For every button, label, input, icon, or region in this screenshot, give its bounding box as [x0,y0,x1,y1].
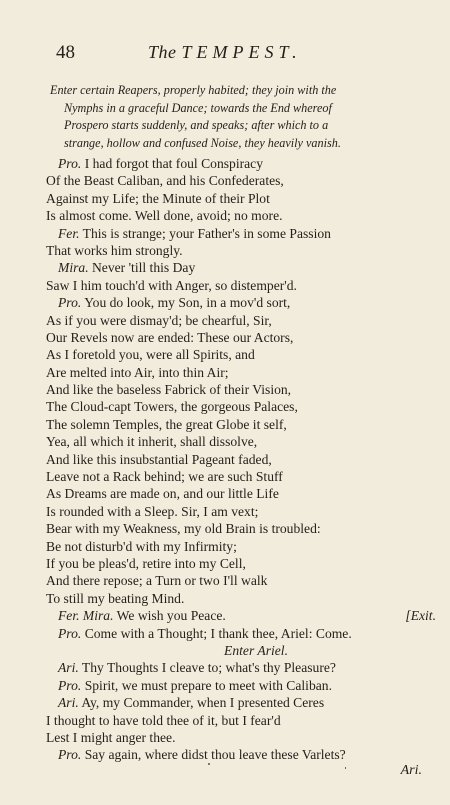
verse-line [46,555,436,572]
catchword: Ari. [400,763,422,778]
line-text: Spirit, we must prepare to meet with Caliban. [81,677,332,693]
line-text: That works him strongly. [46,242,183,258]
verse-line [46,729,436,746]
line-text: The solemn Temples, the great Globe it self, [46,416,287,432]
verse-line [46,433,436,450]
verse-line [46,277,436,294]
verse-line [46,607,436,624]
verse-line [46,503,436,520]
verse-line [46,590,436,607]
line-text: Never 'till this Day [88,260,196,276]
verse-line [46,225,436,242]
line-text: Yea, all which it inherit, shall dissolve, [46,434,258,450]
verse-line [46,625,436,642]
exit-direction: [Exit. [405,608,436,624]
line-text: Be not disturb'd with my Infirmity; [46,538,237,554]
line-text: Is rounded with a Sleep. Sir, I am vext; [46,503,259,519]
line-text: Leave not a Rack behind; we are such Stuff [46,469,283,485]
verse-line [46,642,436,659]
verse-line [46,659,436,676]
speaker-name: Ari. [58,695,79,711]
stage-direction [50,82,435,152]
line-text: The Cloud-capt Towers, the gorgeous Palaces, [46,399,298,415]
line-text: You do look, my Son, in a mov'd sort, [81,295,291,311]
ink-speck [208,763,210,765]
line-text: Bear with my Weakness, my old Brain is troubled: [46,521,321,537]
verse-line [46,468,436,485]
verse-line [46,451,436,468]
speaker-name: Ari. [58,660,79,676]
line-text: Ay, my Commander, when I presented Ceres [78,695,325,711]
stage-direction-line: Prospero starts suddenly, and speaks; after which to a [64,118,329,133]
line-text: I had forgot that foul Conspiracy [81,156,264,171]
verse-line [46,485,436,502]
verse-line [46,294,436,311]
speaker-name: Mira. [58,260,89,276]
verse-line [46,329,436,346]
running-title-tempest: TEMPEST. [181,42,302,62]
verse-line [46,694,436,711]
speaker-name: Pro. [58,625,82,641]
stage-direction-line: strange, hollow and confused Noise, they heavily vanish. [64,135,341,150]
line-text: Against my Life; the Minute of their Plot [46,190,270,206]
line-text: And there repose; a Turn or two I'll walk [46,573,268,589]
line-text: Is almost come. Well done, avoid; no more. [46,208,283,224]
line-text: Are melted into Air, into thin Air; [46,364,229,380]
verse-line [46,520,436,537]
verse-line [46,172,436,189]
line-text: And like this insubstantial Pageant faded, [46,451,272,467]
verse-line [46,242,436,259]
stage-direction-line: Nymphs in a graceful Dance; towards the End whereof [64,100,332,115]
speaker-name: Pro. [58,677,82,693]
speaker-name: Pro. [58,156,82,171]
line-text: Lest I might anger thee. [46,729,176,745]
speaker-name: Pro. [58,295,82,311]
verse-line [46,259,436,276]
line-text: This is strange; your Father's in some Passion [79,225,331,241]
line-text: We wish you Peace. [113,608,226,624]
running-header [48,42,410,64]
verse-line [46,572,436,589]
line-text: Our Revels now are ended: These our Actors, [46,329,294,345]
line-text: If you be pleas'd, retire into my Cell, [46,555,246,571]
running-title [148,42,302,63]
verse-line [46,398,436,415]
line-text: And like the baseless Fabrick of their Vision, [46,382,292,398]
verse-line [46,190,436,207]
verse-line [46,312,436,329]
line-text: To still my beating Mind. [46,590,185,606]
verse-line [46,712,436,729]
verse-line [46,416,436,433]
line-text: I thought to have told thee of it, but I fear'd [46,712,281,728]
line-text: As Dreams are made on, and our little Life [46,486,279,502]
line-text: Saw I him touch'd with Anger, so distemper'd. [46,277,297,293]
speaker-name: Fer. Mira. [58,608,114,624]
speaker-name: Pro. [58,747,82,763]
verse-line [46,364,436,381]
verse-line [46,346,436,363]
verse-line [46,538,436,555]
stage-direction: Enter Ariel. [224,642,288,658]
running-title-the: The [148,42,177,62]
line-text: Of the Beast Caliban, and his Confederates, [46,173,284,189]
verse-line [46,746,436,763]
ink-speck [345,767,346,769]
verse-line [46,155,436,172]
line-text: Say again, where didst thou leave these Varlets? [81,747,346,763]
line-text: As if you were dismay'd; be chearful, Sir, [46,312,272,328]
verse-line [46,207,436,224]
verse-line [46,677,436,694]
line-text: As I foretold you, were all Spirits, and [46,347,255,363]
line-text: Thy Thoughts I cleave to; what's thy Pleasure? [78,660,336,676]
verse-text [46,155,436,764]
verse-line [46,381,436,398]
line-text: Come with a Thought; I thank thee, Ariel: Come. [81,625,352,641]
page-number: 48 [56,42,75,63]
stage-direction-line: Enter certain Reapers, properly habited; they join with the [50,83,337,97]
speaker-name: Fer. [58,225,80,241]
